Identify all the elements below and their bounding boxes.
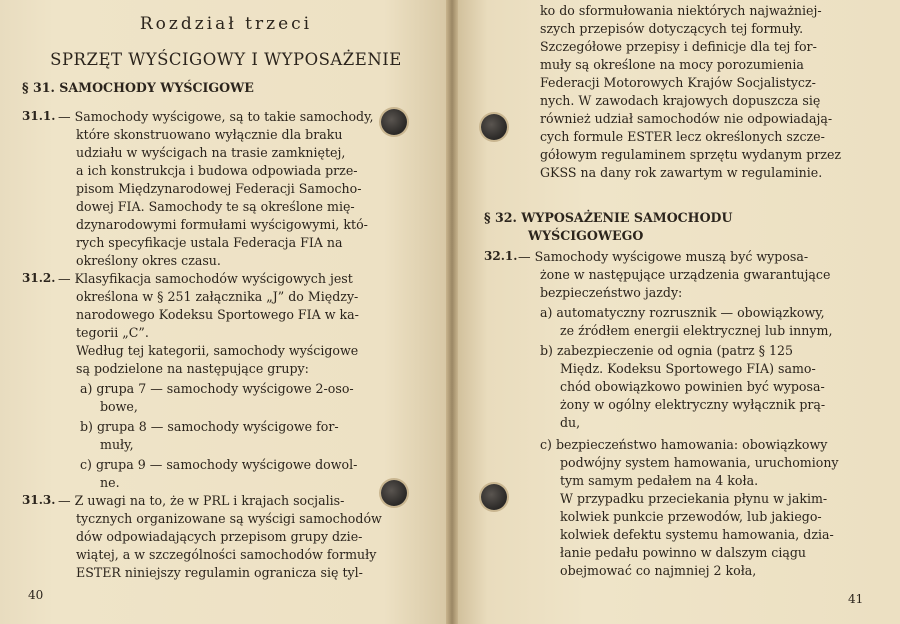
- text-line: W przypadku przeciekania płynu w jakim-: [560, 491, 828, 506]
- text-line: nych. W zawodach krajowych dopuszcza się: [540, 93, 821, 108]
- paragraph-number: 31.2.: [22, 271, 56, 285]
- text-line: podwójny system hamowania, uruchomiony: [560, 455, 839, 470]
- text-line: pisom Międzynarodowej Federacji Samocho-: [76, 181, 362, 196]
- section-heading: § 31. SAMOCHODY WYŚCIGOWE: [22, 80, 254, 95]
- text-line: ne.: [100, 475, 120, 490]
- section-heading: § 32. WYPOSAŻENIE SAMOCHODU: [484, 210, 733, 225]
- text-line: muły,: [100, 437, 134, 452]
- list-item: c) bezpieczeństwo hamowania: obowiązkowy: [540, 437, 828, 452]
- punch-hole: [381, 480, 407, 506]
- section-heading-continued: WYŚCIGOWEGO: [528, 228, 644, 243]
- text-line: gółowym regulaminem sprzętu wydanym przez: [540, 147, 842, 162]
- text-line: określona w § 251 załącznika „J” do Między-: [76, 289, 359, 304]
- text-line: Międz. Kodeksu Sportowego FIA) samo-: [560, 361, 816, 376]
- text-line: dzynarodowymi formułami wyścigowymi, któ-: [76, 217, 368, 232]
- list-item: b) zabezpieczenie od ognia (patrz § 125: [540, 343, 794, 358]
- text-line: — Samochody wyścigowe, są to takie samochody,: [58, 109, 374, 124]
- text-line: du,: [560, 415, 581, 430]
- text-line: — Z uwagi na to, że w PRL i krajach socjalis-: [58, 493, 345, 508]
- text-line: dowej FIA. Samochody te są określone mię-: [76, 199, 355, 214]
- text-line: bezpieczeństwo jazdy:: [540, 285, 683, 300]
- text-line: żone w następujące urządzenia gwarantujące: [540, 267, 831, 282]
- text-line: określony okres czasu.: [76, 253, 221, 268]
- text-line: rych specyfikacje ustala Federacja FIA na: [76, 235, 343, 250]
- text-line: Federacji Motorowych Krajów Socjalistycz-: [540, 75, 816, 90]
- text-line: dów odpowiadających przepisom grupy dzie-: [76, 529, 363, 544]
- page-number: 41: [848, 592, 864, 606]
- text-line: udziału w wyścigach na trasie zamkniętej,: [76, 145, 346, 160]
- text-line: wiątej, a w szczególności samochodów formuły: [76, 547, 377, 562]
- text-line: tym samym pedałem na 4 koła.: [560, 473, 759, 488]
- text-line: również udział samochodów nie odpowiadają-: [540, 111, 833, 126]
- text-line: tegorii „C”.: [76, 325, 149, 340]
- chapter-heading: Rozdział trzeci: [139, 14, 313, 34]
- text-line: które skonstruowano wyłącznie dla braku: [76, 127, 343, 142]
- text-line: żony w ogólny elektryczny wyłącznik prą-: [560, 397, 826, 412]
- text-line: łanie pedału powinno w dalszym ciągu: [560, 545, 807, 560]
- list-item: c) grupa 9 — samochody wyścigowe dowol-: [80, 457, 358, 472]
- chapter-title: SPRZĘT WYŚCIGOWY I WYPOSAŻENIE: [50, 50, 402, 69]
- text-line: szych przepisów dotyczących tej formuły.: [540, 21, 804, 36]
- text-line: cych formule ESTER lecz określonych szcze-: [540, 129, 825, 144]
- text-line: kolwiek punkcie przewodów, lub jakiego-: [560, 509, 822, 524]
- text-line: ESTER niniejszy regulamin ogranicza się tyl-: [76, 565, 363, 580]
- text-line: Szczegółowe przepisy i definicje dla tej for-: [540, 39, 817, 54]
- paragraph-number: 32.1.: [484, 249, 518, 263]
- text-line: bowe,: [100, 399, 138, 414]
- text-line: ko do sformułowania niektórych najważniej-: [540, 3, 822, 18]
- text-line: obejmować co najmniej 2 koła,: [560, 563, 757, 578]
- list-item: a) automatyczny rozrusznik — obowiązkowy,: [540, 305, 825, 320]
- paragraph-number: 31.3.: [22, 493, 56, 507]
- text-line: tycznych organizowane są wyścigi samochodów: [76, 511, 382, 526]
- book-gutter: [446, 0, 458, 624]
- text-line: ze źródłem energii elektrycznej lub innym,: [560, 323, 833, 338]
- text-line: kolwiek defektu systemu hamowania, dzia-: [560, 527, 834, 542]
- text-line: są podzielone na następujące grupy:: [76, 361, 309, 376]
- text-line: muły są określone na mocy porozumienia: [540, 57, 804, 72]
- page-number: 40: [28, 588, 44, 602]
- text-line: narodowego Kodeksu Sportowego FIA w ka-: [76, 307, 359, 322]
- paragraph-number: 31.1.: [22, 109, 56, 123]
- punch-hole: [481, 484, 507, 510]
- punch-hole: [481, 114, 507, 140]
- text-line: chód obowiązkowo powinien być wyposa-: [560, 379, 825, 394]
- list-item: b) grupa 8 — samochody wyścigowe for-: [80, 419, 339, 434]
- text-line: Według tej kategorii, samochody wyścigowe: [76, 343, 359, 358]
- text-line: GKSS na dany rok zawartym w regulaminie.: [540, 165, 823, 180]
- list-item: a) grupa 7 — samochody wyścigowe 2-oso-: [80, 381, 354, 396]
- text-line: — Klasyfikacja samochodów wyścigowych jest: [58, 271, 353, 286]
- text-line: a ich konstrukcja i budowa odpowiada prze-: [76, 163, 358, 178]
- text-line: — Samochody wyścigowe muszą być wyposa-: [518, 249, 809, 264]
- punch-hole: [381, 109, 407, 135]
